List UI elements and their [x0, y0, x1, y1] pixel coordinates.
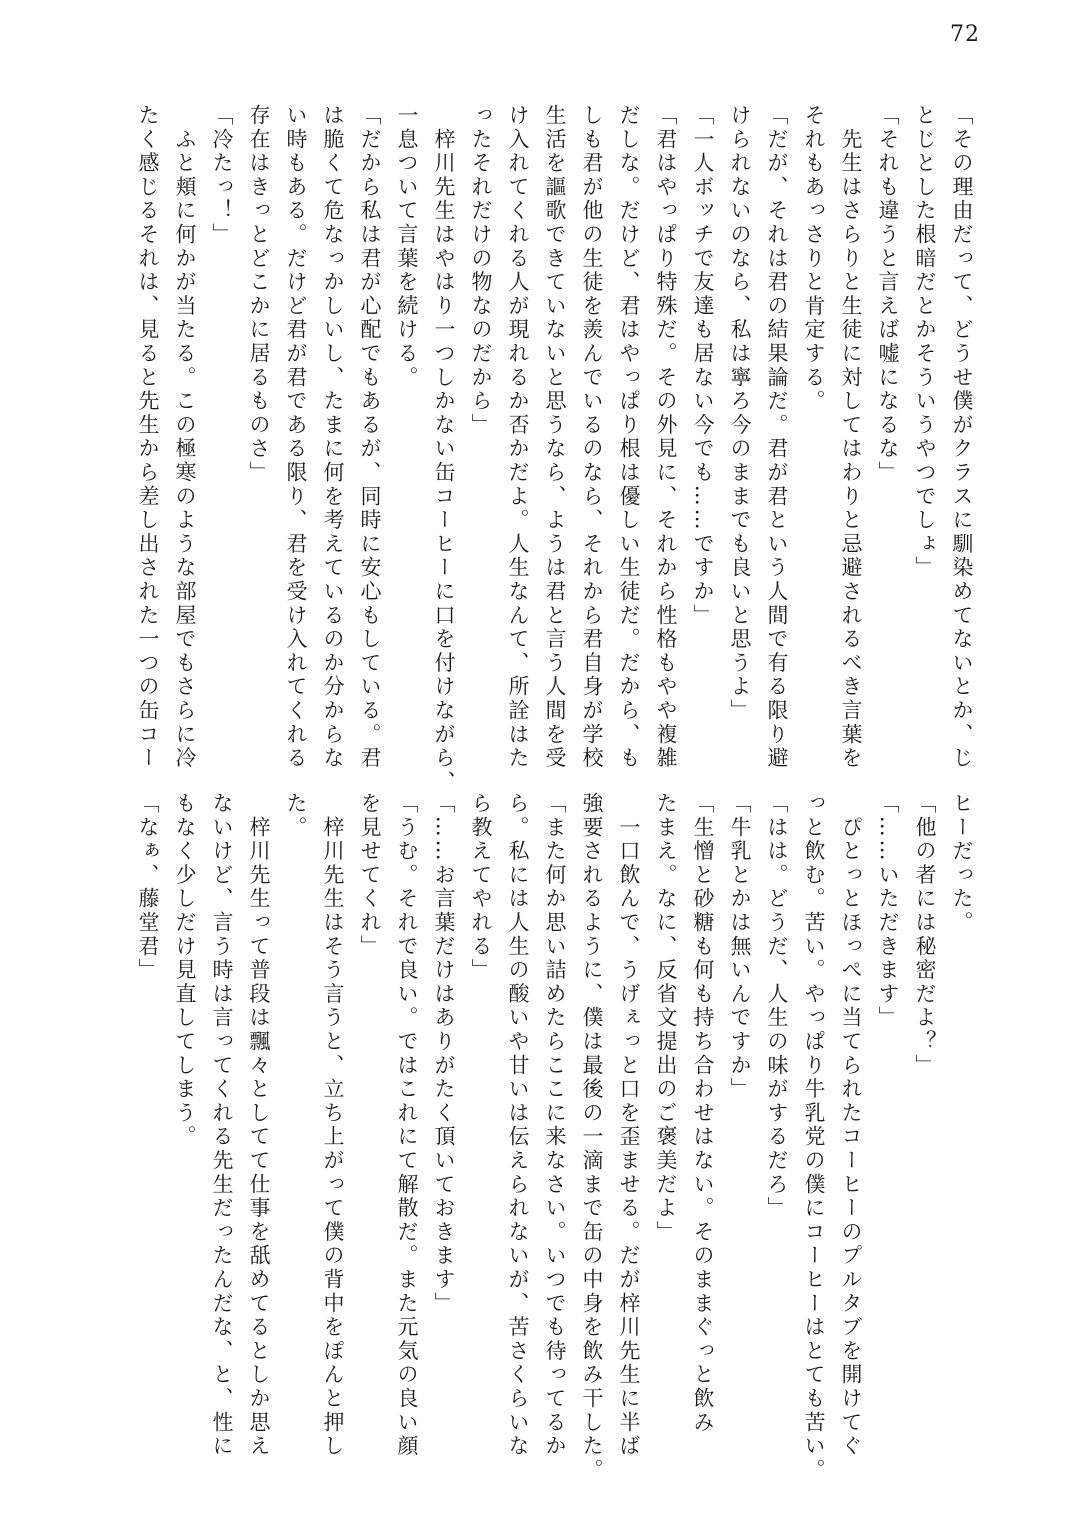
text-line: ヒーだった。	[950, 792, 974, 935]
text-line: 先生はさらりと生徒に対してはわりと忌避されるべき言葉を	[839, 104, 863, 771]
text-line: ら。私には人生の酸いや甘いは伝えられないが、苦さくらいな	[506, 792, 530, 1459]
text-line: 「一人ボッチで友達も居ない今でも……ですか」	[691, 104, 715, 628]
text-line: 「冷たっ！」	[210, 104, 234, 247]
text-line: い時もある。だけど君が君である限り、君を受け入れてくれる	[284, 104, 308, 771]
text-line: は脆くて危なっかしいし、たまに何を考えているのか分からな	[321, 104, 345, 771]
text-line: ぴとっとほっぺに当てられたコーヒーのプルタブを開けてぐ	[839, 792, 863, 1459]
text-line: ふと頬に何かが当たる。この極寒のような部屋でもさらに冷	[173, 104, 197, 771]
text-line: 「その理由だって、どうせ僕がクラスに馴染めてないとか、じ	[950, 104, 974, 771]
text-line: 「なぁ、藤堂君」	[136, 792, 160, 983]
text-line: 「だが、それは君の結果論だ。君が君という人間で有る限り避	[765, 104, 789, 771]
text-line: 一口飲んで、うげぇっと口を歪ませる。だが梓川先生に半ば	[617, 792, 641, 1459]
text-line: しも君が他の生徒を羨んでいるのなら、それから君自身が学校	[580, 104, 604, 771]
text-line: 「生憎と砂糖も何も持ち合わせはない。そのままぐっと飲み	[691, 792, 715, 1435]
text-line: ら教えてやれる」	[469, 792, 493, 983]
text-line: たく感じるそれは、見ると先生から差し出された一つの缶コー	[136, 104, 160, 771]
text-line: た。	[284, 792, 308, 840]
text-line: とじとした根暗だとかそういうやつでしょ」	[913, 104, 937, 580]
text-line: 梓川先生はやはり一つしかない缶コーヒーに口を付けながら、	[432, 104, 456, 795]
text-line: それもあっさりと肯定する。	[802, 104, 826, 414]
text-line: 「他の者には秘密だよ？」	[913, 792, 937, 1078]
text-line: けられないのなら、私は寧ろ今のままでも良いと思うよ」	[728, 104, 752, 723]
text-line: 「牛乳とかは無いんですか」	[728, 792, 752, 1102]
text-line: 「また何か思い詰めたらここに来なさい。いつでも待ってるか	[543, 792, 567, 1459]
page-number: 72	[950, 22, 980, 47]
top-text-block	[129, 104, 980, 795]
text-line: け入れてくれる人が現れるか否かだよ。人生なんて、所詮はた	[506, 104, 530, 771]
text-line: 梓川先生って普段は飄々としてて仕事を舐めてるとしか思え	[247, 792, 271, 1459]
text-line: だしな。だけど、君はやっぱり根は優しい生徒だ。だから、も	[617, 104, 641, 771]
text-line: を見せてくれ」	[358, 792, 382, 959]
text-line: 存在はきっとどこかに居るものさ」	[247, 104, 271, 485]
text-line: 一息ついて言葉を続ける。	[395, 104, 419, 390]
bottom-text-block	[129, 792, 980, 1483]
text-line: 「……お言葉だけはありがたく頂いておきます」	[432, 792, 456, 1316]
text-line: 強要されるように、僕は最後の一滴まで缶の中身を飲み干した。	[580, 792, 604, 1483]
text-line: 「……いただきます」	[876, 792, 900, 1030]
text-line: たまえ。なに、反省文提出のご褒美だよ」	[654, 792, 678, 1245]
text-line: ないけど、言う時は言ってくれる先生だったんだな、と、性に	[210, 792, 234, 1459]
text-line: 「それも違うと言えば嘘になるな」	[876, 104, 900, 485]
text-line: 生活を謳歌できていないと思うなら、ようは君と言う人間を受	[543, 104, 567, 771]
text-line: ったそれだけの物なのだから」	[469, 104, 493, 438]
text-line: 「うむ。それで良い。ではこれにて解散だ。また元気の良い顔	[395, 792, 419, 1459]
text-line: っと飲む。苦い。やっぱり牛乳党の僕にコーヒーはとても苦い。	[802, 792, 826, 1483]
text-line: 「はは。どうだ、人生の味がするだろ」	[765, 792, 789, 1221]
text-line: 「だから私は君が心配でもあるが、同時に安心もしている。君	[358, 104, 382, 771]
text-line: 梓川先生はそう言うと、立ち上がって僕の背中をぽんと押し	[321, 792, 345, 1459]
text-line: 「君はやっぱり特殊だ。その外見に、それから性格もやや複雑	[654, 104, 678, 771]
text-line: もなく少しだけ見直してしまう。	[173, 792, 197, 1149]
